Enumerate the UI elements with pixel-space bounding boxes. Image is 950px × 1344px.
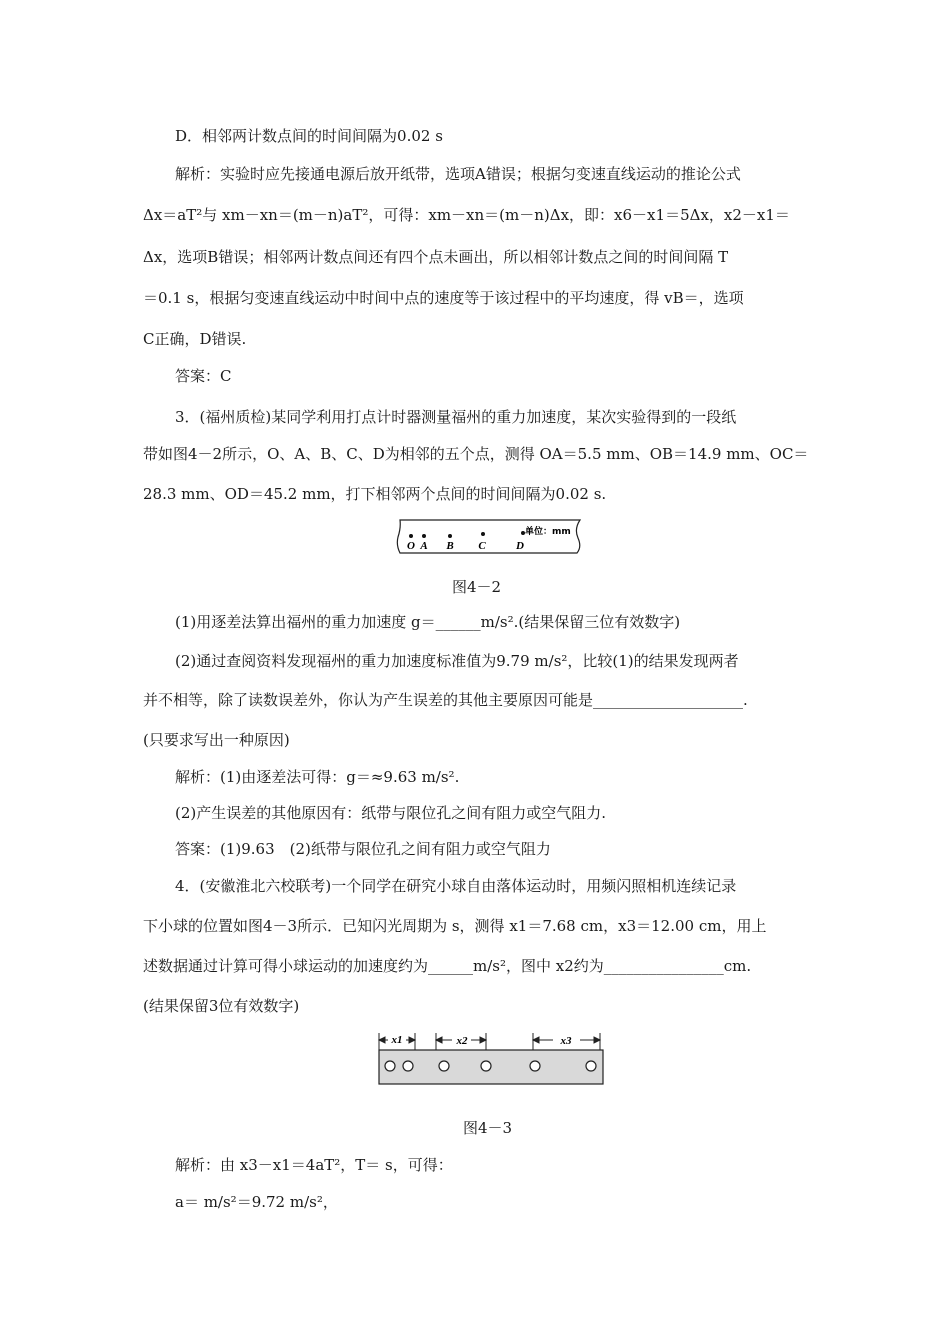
figure-4-3-strip [372,1028,608,1090]
option-d: D．相邻两计数点间的时间间隔为0.02 s [175,127,443,145]
ball-4 [481,1061,491,1071]
question-3-part-2-line-1: (2)通过查阅资料发现福州的重力加速度标准值为9.79 m/s²，比较(1)的结果发现两者 [175,652,739,670]
analysis-line-2: Δx＝aT²与 xm－xn＝(m－n)aT²，可得：xm－xn＝(m－n)Δx，即：x6－x1＝5Δx，x2－x1＝ [143,206,790,224]
point-a [422,534,426,538]
question-4-line-1: 4．(安徽淮北六校联考)一个同学在研究小球自由落体运动时，用频闪照相机连续记录 [175,877,737,895]
ball-2 [403,1061,413,1071]
ball-1 [385,1061,395,1071]
question-3-line-2: 带如图4－2所示，O、A、B、C、D为相邻的五个点，测得 OA＝5.5 mm、OB＝14.9 mm、OC＝ [143,445,809,463]
label-x1: x1 [391,1034,403,1046]
question-3-part-2-line-2: 并不相等，除了读数误差外，你认为产生误差的其他主要原因可能是____________________. [143,691,748,709]
point-o [409,534,413,538]
label-x3: x3 [560,1035,572,1047]
figure-4-2-caption: 图4－2 [452,578,502,596]
point-c [481,532,485,536]
ball-6 [586,1061,596,1071]
analysis-line-3: Δx，选项B错误；相邻两计数点间还有四个点未画出，所以相邻计数点之间的时间间隔 T [143,248,729,266]
label-b: B [446,540,454,552]
question-3-line-1: 3．(福州质检)某同学利用打点计时器测量福州的重力加速度，某次实验得到的一段纸 [175,408,737,426]
analysis-4-line-1: 解析：由 x3－x1＝4aT²，T＝ s，可得： [175,1156,453,1174]
label-d: D [516,540,524,552]
analysis-line-1: 解析：实验时应先接通电源后放开纸带，选项A错误；根据匀变速直线运动的推论公式 [175,165,741,183]
label-c: C [478,540,486,552]
answer-2: 答案：C [175,367,232,385]
question-4-line-2: 下小球的位置如图4－3所示．已知闪光周期为 s，测得 x1＝7.68 cm，x3＝12.00 cm，用上 [143,917,767,935]
analysis-3-line-1: 解析：(1)由逐差法可得：g＝≈9.63 m/s². [175,768,460,786]
analysis-3-line-2: (2)产生误差的其他原因有：纸带与限位孔之间有阻力或空气阻力. [175,804,607,822]
question-3-part-1: (1)用逐差法算出福州的重力加速度 g＝______m/s².(结果保留三位有效数字) [175,613,681,631]
question-4-line-4: (结果保留3位有效数字) [143,997,300,1015]
question-3-line-3: 28.3 mm、OD＝45.2 mm，打下相邻两个点间的时间间隔为0.02 s. [143,485,607,503]
answer-3: 答案：(1)9.63 (2)纸带与限位孔之间有阻力或空气阻力 [175,840,551,858]
figure-4-3-caption: 图4－3 [463,1119,513,1137]
point-b [448,534,452,538]
label-o: O [407,540,415,552]
label-x2: x2 [456,1035,468,1047]
question-3-part-2-line-3: (只要求写出一种原因) [143,731,290,749]
question-4-line-3: 述数据通过计算可得小球运动的加速度约为______m/s²，图中 x2约为________________cm. [143,957,752,975]
label-a: A [420,540,428,552]
ball-5 [530,1061,540,1071]
unit-label: 单位：mm [525,527,571,537]
analysis-line-4: ＝0.1 s，根据匀变速直线运动中时间中点的速度等于该过程中的平均速度，得 vB＝，选项 [143,289,744,307]
analysis-4-line-2: a＝ m/s²＝9.72 m/s²， [175,1193,338,1211]
analysis-line-5: C正确，D错误. [143,330,247,348]
ball-3 [439,1061,449,1071]
figure-4-2-tape [394,518,586,558]
